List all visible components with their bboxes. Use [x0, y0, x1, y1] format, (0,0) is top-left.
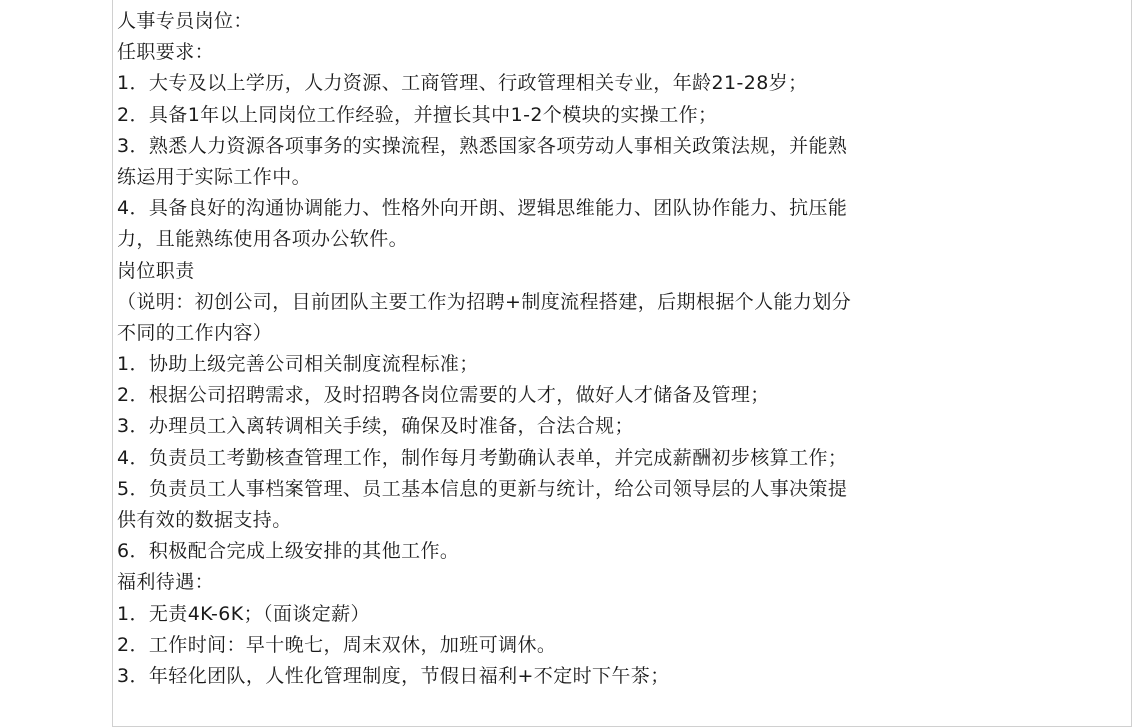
benefit-item-2: 2．工作时间：早十晚七，周末双休，加班可调休。 — [117, 633, 557, 656]
section-heading-requirements: 任职要求： — [117, 41, 215, 64]
requirement-item-3-cont: 练运用于实际工作中。 — [117, 165, 312, 188]
duty-item-6: 6．积极配合完成上级安排的其他工作。 — [117, 540, 460, 563]
section-heading-duties: 岗位职责 — [117, 259, 195, 282]
job-description-text — [117, 6, 967, 692]
duty-item-5-cont: 供有效的数据支持。 — [117, 509, 292, 531]
duties-note: （说明：初创公司，目前团队主要工作为招聘+制度流程搭建，后期根据个人能力划分 — [117, 290, 852, 313]
requirement-item-3: 3．熟悉人力资源各项事务的实操流程，熟悉国家各项劳动人事相关政策法规，并能熟 — [117, 134, 848, 157]
requirement-item-2: 2．具备1年以上同岗位工作经验，并擅长其中1-2个模块的实操工作； — [117, 103, 718, 126]
requirement-item-4-cont: 力，且能熟练使用各项办公软件。 — [117, 228, 409, 251]
requirement-item-1: 1．大专及以上学历，人力资源、工商管理、行政管理相关专业，年龄21-28岁； — [117, 72, 808, 95]
duty-item-4: 4．负责员工考勤核查管理工作，制作每月考勤确认表单，并完成薪酬初步核算工作； — [117, 446, 848, 469]
requirement-item-4: 4．具备良好的沟通协调能力、性格外向开朗、逻辑思维能力、团队协作能力、抗压能 — [117, 197, 848, 220]
section-heading-benefits: 福利待遇： — [117, 571, 215, 594]
benefit-item-1: 1．无责4K-6K；（面谈定薪） — [117, 602, 370, 625]
duty-item-1: 1．协助上级完善公司相关制度流程标准； — [117, 353, 479, 376]
duty-item-5: 5．负责员工人事档案管理、员工基本信息的更新与统计，给公司领导层的人事决策提 — [117, 477, 848, 500]
section-title-position: 人事专员岗位： — [117, 10, 253, 32]
duties-note-cont: 不同的工作内容） — [117, 321, 273, 344]
benefit-item-3: 3．年轻化团队，人性化管理制度，节假日福利+不定时下午茶； — [117, 664, 670, 687]
duty-item-2: 2．根据公司招聘需求，及时招聘各岗位需要的人才，做好人才储备及管理； — [117, 384, 770, 407]
duty-item-3: 3．办理员工入离转调相关手续，确保及时准备，合法合规； — [117, 415, 634, 438]
